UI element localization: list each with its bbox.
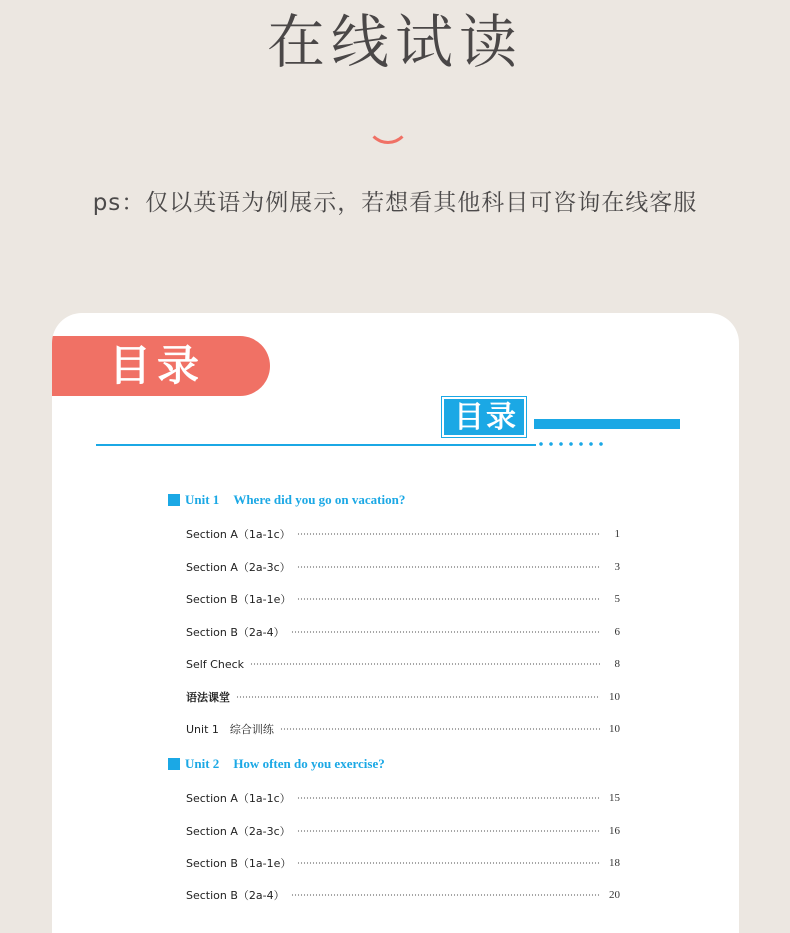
toc-row[interactable] (186, 655, 620, 673)
smile-arc-icon (366, 100, 410, 144)
row-page: 6 (614, 626, 620, 638)
row-page: 15 (609, 792, 620, 804)
unit-title: Where did you go on vacation? (233, 492, 406, 507)
banner-label: 目录 (109, 341, 206, 390)
row-label: Section A（1a-1c） (186, 528, 291, 541)
row-page: 18 (609, 857, 620, 869)
leader-dots (291, 894, 600, 897)
leader-dots (250, 663, 600, 666)
row-label: Section A（2a-3c） (186, 561, 291, 574)
leader-dots (297, 533, 600, 536)
page-title: 在线试读 (266, 8, 523, 76)
leader-dots (297, 598, 600, 601)
unit-title: How often do you exercise? (233, 756, 385, 771)
row-label: Unit 1 综合训练 (186, 723, 274, 736)
row-page: 10 (609, 691, 620, 703)
row-label: Section B（2a-4） (186, 626, 285, 639)
toc-row[interactable] (186, 886, 620, 904)
toc-row[interactable] (186, 623, 620, 641)
row-label: Section B（1a-1e） (186, 857, 292, 870)
unit-number: Unit 1 (185, 492, 220, 507)
subject-note: ps：仅以英语为例展示，若想看其他科目可咨询在线客服 (92, 190, 698, 216)
unit-heading (168, 490, 405, 510)
toc-row[interactable] (186, 688, 620, 706)
row-page: 8 (614, 658, 620, 670)
toc-row[interactable] (186, 558, 620, 576)
row-page: 20 (609, 889, 620, 901)
leader-dots (280, 728, 600, 731)
row-label: Section B（2a-4） (186, 889, 285, 902)
toc-row[interactable] (186, 525, 620, 543)
row-page: 3 (614, 561, 620, 573)
leader-dots (297, 830, 600, 833)
leader-dots (291, 631, 600, 634)
leader-dots (297, 566, 600, 569)
row-page: 10 (609, 723, 620, 735)
toc-banner (52, 336, 270, 396)
toc-heading: 目录 (454, 400, 518, 435)
leader-dots (297, 862, 600, 865)
heading-bar (534, 419, 680, 429)
unit-square-icon (168, 758, 180, 770)
row-label: Self Check (186, 657, 245, 671)
row-label: 语法课堂 (186, 691, 230, 704)
toc-row[interactable] (186, 789, 620, 807)
toc-heading-box (442, 397, 526, 437)
row-label: Section A（2a-3c） (186, 825, 291, 838)
row-page: 16 (609, 825, 620, 837)
row-page: 5 (614, 593, 620, 605)
toc-row[interactable] (186, 590, 620, 608)
toc-row[interactable] (186, 720, 620, 738)
heading-rule (96, 444, 536, 446)
row-label: Section B（1a-1e） (186, 593, 292, 606)
unit-number: Unit 2 (185, 756, 220, 771)
toc-row[interactable] (186, 854, 620, 872)
unit-heading (168, 754, 385, 774)
row-label: Section A（1a-1c） (186, 792, 291, 805)
toc-row[interactable] (186, 822, 620, 840)
preview-card (52, 313, 739, 933)
unit-square-icon (168, 494, 180, 506)
leader-dots (236, 696, 600, 699)
leader-dots (297, 797, 600, 800)
row-page: 1 (614, 528, 620, 540)
heading-dots (536, 440, 606, 448)
